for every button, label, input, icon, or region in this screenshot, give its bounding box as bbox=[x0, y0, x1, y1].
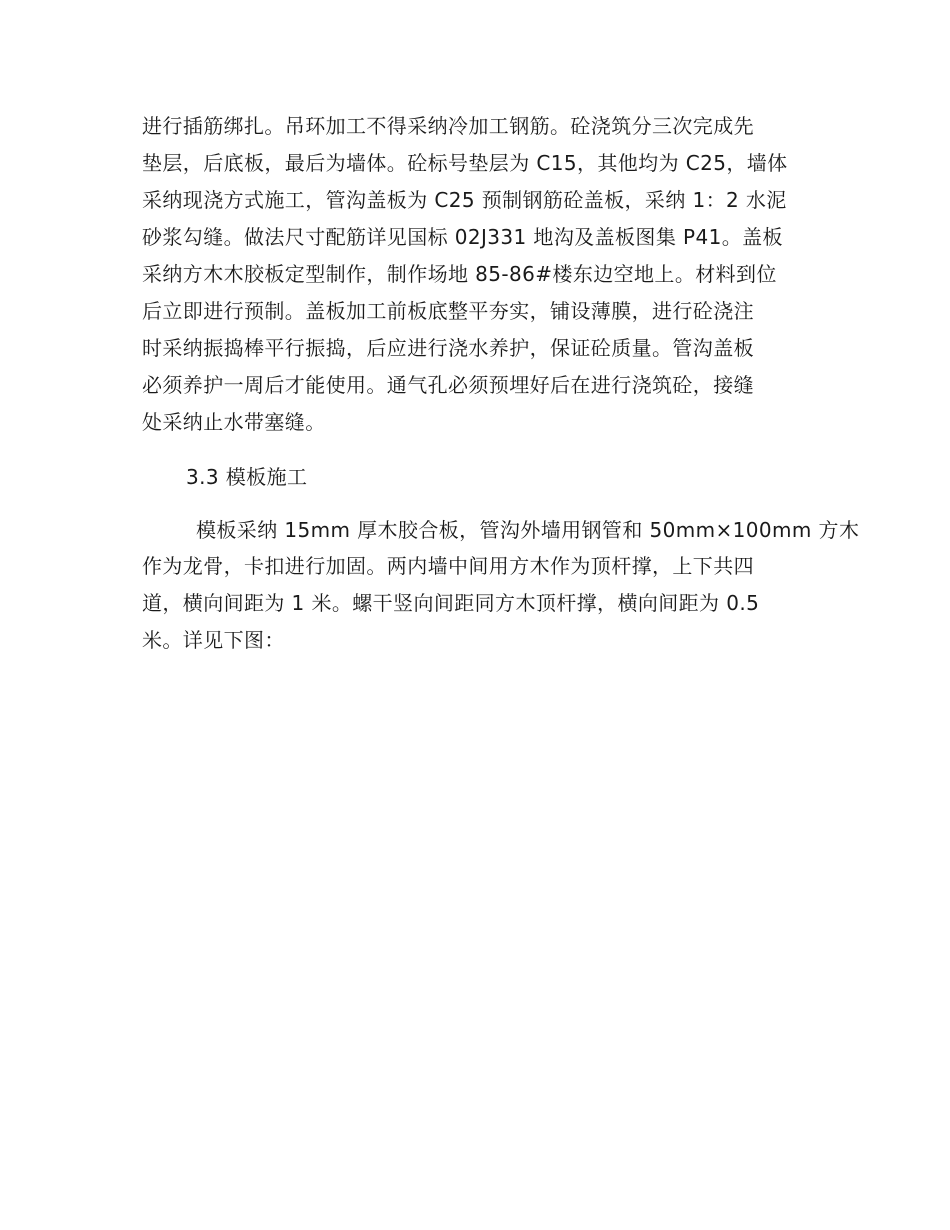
paragraph-line: 处采纳止水带塞缝。 bbox=[142, 410, 326, 434]
paragraph-line: 垫层，后底板，最后为墙体。砼标号垫层为 C15，其他均为 C25，墙体 bbox=[142, 151, 788, 175]
paragraph-line: 时采纳振捣棒平行振捣，后应进行浇水养护，保证砼质量。管沟盖板 bbox=[142, 336, 754, 360]
paragraph-line: 进行插筋绑扎。吊环加工不得采纳冷加工钢筋。砼浇筑分三次完成先 bbox=[142, 114, 754, 138]
paragraph-line: 模板采纳 15mm 厚木胶合板，管沟外墙用钢管和 50mm×100mm 方木 bbox=[196, 518, 860, 542]
paragraph-line: 作为龙骨，卡扣进行加固。两内墙中间用方木作为顶杆撑，上下共四 bbox=[142, 554, 754, 578]
paragraph-line: 采纳现浇方式施工，管沟盖板为 C25 预制钢筋砼盖板，采纳 1：2 水泥 bbox=[142, 188, 787, 212]
paragraph-line: 米。详见下图： bbox=[142, 628, 285, 652]
paragraph-line: 采纳方木木胶板定型制作，制作场地 85-86#楼东边空地上。材料到位 bbox=[142, 262, 777, 286]
paragraph-line: 道，横向间距为 1 米。螺干竖向间距同方木顶杆撑，横向间距为 0.5 bbox=[142, 591, 760, 615]
paragraph-line: 砂浆勾缝。做法尺寸配筋详见国标 02J331 地沟及盖板图集 P41。盖板 bbox=[142, 225, 783, 249]
paragraph-line: 必须养护一周后才能使用。通气孔必须预埋好后在进行浇筑砼，接缝 bbox=[142, 373, 754, 397]
paragraph-line: 后立即进行预制。盖板加工前板底整平夯实，铺设薄膜，进行砼浇注 bbox=[142, 299, 754, 323]
section-heading: 3.3 模板施工 bbox=[186, 465, 308, 489]
